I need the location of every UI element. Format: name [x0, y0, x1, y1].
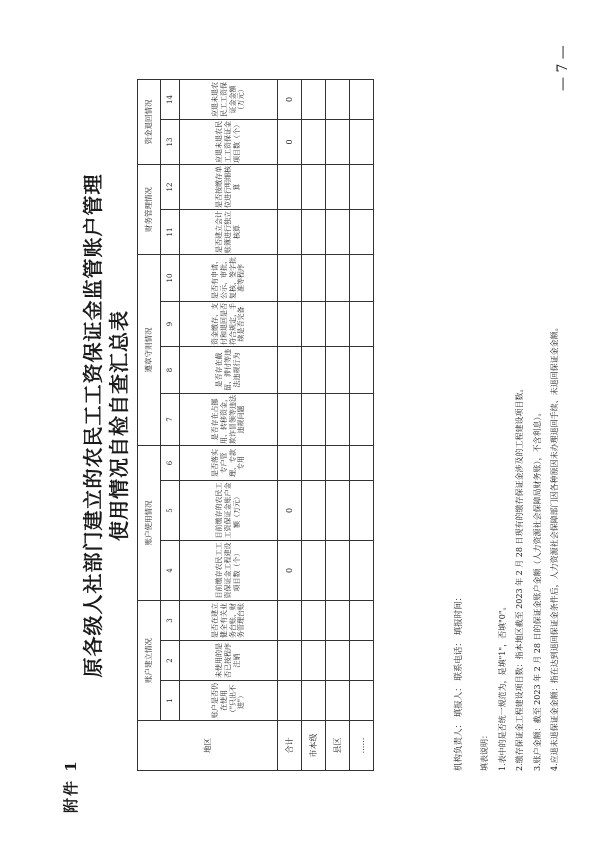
table-cell [302, 446, 326, 481]
column-description-10: 是否有申请、公示、审批、复核、签字批准等程序 [180, 255, 278, 302]
table-cell [302, 601, 326, 641]
table-cell [302, 541, 326, 601]
table-cell [326, 481, 350, 541]
fill-info-line: 机构负责人： 填报人： 联系电话： 填报时间： [454, 592, 464, 771]
title-line-1: 原各级人社部门建立的农民工工资保证金监管账户管理 [81, 173, 105, 678]
row-label: …… [350, 721, 374, 771]
table-cell: 0 [278, 80, 302, 120]
table-cell [302, 681, 326, 721]
table-row [302, 80, 326, 771]
table-cell [278, 681, 302, 721]
table-cell [302, 394, 326, 446]
page-number: — 7 — [555, 45, 571, 91]
column-number-1: 1 [161, 681, 180, 721]
note-item-1: 1.表中的是否统一规范为，是填"1"，否填"0"。 [497, 602, 507, 771]
table-cell [326, 601, 350, 641]
column-number-12: 12 [161, 165, 180, 210]
column-description-13: 应退未退农民工工资保证金项目数（个） [180, 120, 278, 165]
table-cell [350, 347, 374, 394]
column-number-14: 14 [161, 80, 180, 120]
group-account-setup: 账户建立情况 [138, 601, 161, 721]
region-header: 地区 [138, 721, 278, 771]
note-item-2: 2.缴存保证金工程建设项目数：指本地区截至 2023 年 2 月 28 日现有的缴存保证金涉及的工程建设项目数。 [515, 384, 524, 771]
table-cell [302, 255, 326, 302]
table-cell [278, 255, 302, 302]
table-cell [326, 681, 350, 721]
table-cell [278, 601, 302, 641]
table-cell [302, 80, 326, 120]
column-description-row [180, 80, 278, 771]
attachment-label: 附件 1 [62, 759, 80, 813]
table-cell [350, 302, 374, 347]
column-description-11: 是否建立会计账簿进行独立核算 [180, 210, 278, 255]
column-description-1: 账户是否仍在使用（"只出不进"） [180, 681, 278, 721]
column-description-14: 应退未退农民工工资保证金金额（万元） [180, 80, 278, 120]
table-cell [326, 302, 350, 347]
group-refund: 资金退回情况 [138, 80, 161, 165]
column-description-2: 未使用的是否已按程序注销 [180, 641, 278, 681]
row-label: 县区 [326, 721, 350, 771]
table-cell [326, 446, 350, 481]
table-cell [302, 165, 326, 210]
column-number-13: 13 [161, 120, 180, 165]
row-label: 市本级 [302, 721, 326, 771]
summary-table [137, 79, 374, 771]
column-number-8: 8 [161, 347, 180, 394]
table-row [278, 80, 302, 771]
table-cell [326, 165, 350, 210]
note-item-4: 4.应退未退保证金金额：指在达到退回保证金条件后，人力资源社会保障部门因各种原因未办理退回手续、未退回保证金金额。 [550, 323, 559, 771]
table-cell: 0 [278, 481, 302, 541]
column-description-4: 目前缴存农民工工资保证金工程建设项目数（个） [180, 541, 278, 601]
table-cell [278, 394, 302, 446]
table-cell [326, 641, 350, 681]
column-description-6: 是否落实专户管理、专款专用 [180, 446, 278, 481]
column-number-6: 6 [161, 446, 180, 481]
column-description-5: 目前缴存的农民工工资保证金账户金额（万元） [180, 481, 278, 541]
column-description-3: 是否在建立健全有关业务台账、财务管理台账 [180, 601, 278, 641]
table-cell [326, 80, 350, 120]
table-cell [350, 601, 374, 641]
table-cell [350, 681, 374, 721]
table-cell [278, 641, 302, 681]
table-cell [302, 641, 326, 681]
table-cell [278, 165, 302, 210]
table-cell [278, 302, 302, 347]
column-number-11: 11 [161, 210, 180, 255]
table-cell [278, 210, 302, 255]
note-item-3: 3.账户金额：截至 2023 年 2 月 28 日的保证金账户金额（人力资源社会保障局财务账），不含利息）。 [532, 408, 542, 771]
table-cell [302, 210, 326, 255]
group-regulation: 遵章守则情况 [138, 255, 161, 446]
table-cell [326, 120, 350, 165]
column-description-9: 资金缴存、支付和退回是否符合规定，手续是否完备 [180, 302, 278, 347]
table-row [350, 80, 374, 771]
table-cell [350, 641, 374, 681]
column-number-7: 7 [161, 394, 180, 446]
table-cell: 0 [278, 120, 302, 165]
notes [476, 323, 564, 771]
table-cell [326, 347, 350, 394]
table-cell [350, 446, 374, 481]
table-cell [326, 541, 350, 601]
table-cell [278, 347, 302, 394]
table-cell [302, 302, 326, 347]
table-cell [350, 165, 374, 210]
column-number-9: 9 [161, 302, 180, 347]
group-finance: 财务管理情况 [138, 165, 161, 255]
table-row [326, 80, 350, 771]
column-number-4: 4 [161, 541, 180, 601]
table-body [278, 80, 374, 771]
table-cell [350, 255, 374, 302]
group-account-use: 账户使用情况 [138, 446, 161, 601]
column-number-5: 5 [161, 481, 180, 541]
table-cell [350, 541, 374, 601]
table-cell [302, 481, 326, 541]
column-number-10: 10 [161, 255, 180, 302]
column-description-12: 是否按缴存单位进行明细核算 [180, 165, 278, 210]
table-cell [326, 394, 350, 446]
group-header-row [138, 80, 161, 771]
column-description-8: 是否存在截留、滞付等违法违规行为 [180, 347, 278, 394]
row-label: 合计 [278, 721, 302, 771]
table-cell [278, 446, 302, 481]
table-cell [326, 210, 350, 255]
title-line-2: 使用情况自检自查汇总表 [107, 310, 131, 541]
table-cell [350, 80, 374, 120]
column-number-row [161, 80, 180, 771]
column-description-7: 是否存在占挪用、转移资金，欺诈冒领等违法违规问题 [180, 394, 278, 446]
table-cell [350, 120, 374, 165]
table-cell [350, 394, 374, 446]
table-cell: 0 [278, 541, 302, 601]
table-cell [350, 210, 374, 255]
table-cell [350, 481, 374, 541]
notes-heading: 填表说明： [480, 731, 489, 771]
table-cell [302, 347, 326, 394]
column-number-2: 2 [161, 641, 180, 681]
table-cell [302, 120, 326, 165]
table-cell [326, 255, 350, 302]
column-number-3: 3 [161, 601, 180, 641]
